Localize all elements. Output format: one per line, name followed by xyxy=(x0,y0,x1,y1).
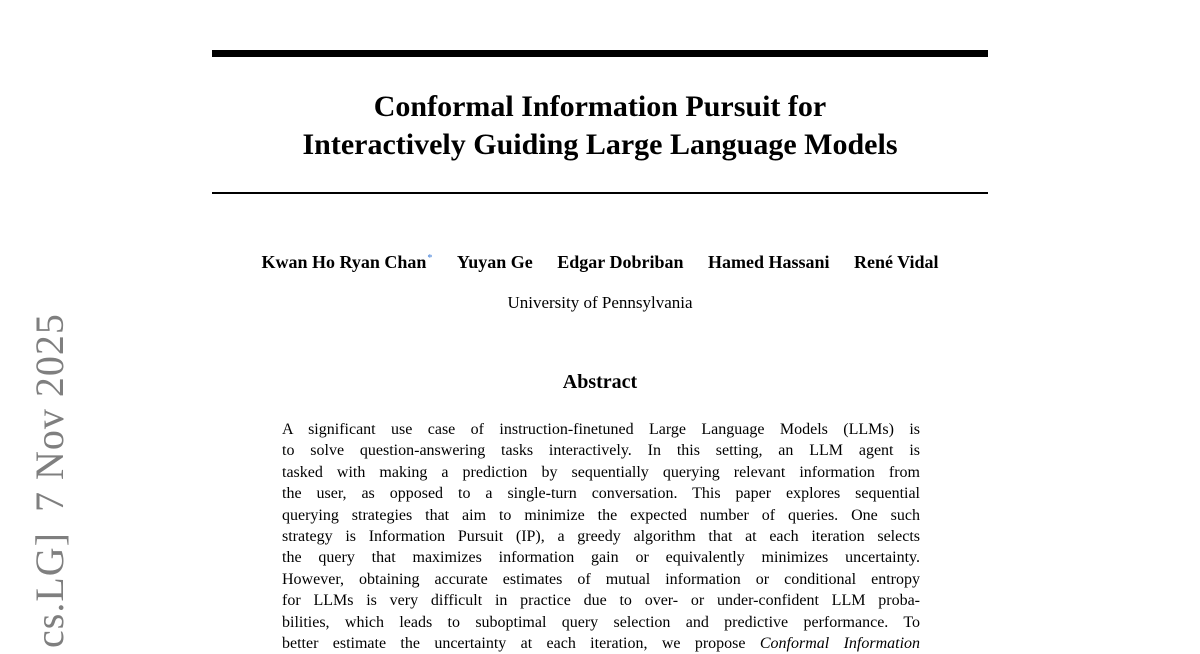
abstract-line: for LLMs is very difficult in practice due to over- or under-confident LLM proba- xyxy=(282,592,920,610)
author xyxy=(557,252,683,272)
author-name: Edgar Dobriban xyxy=(557,252,684,272)
author-name: Yuyan Ge xyxy=(456,252,533,272)
paper-title xyxy=(212,88,988,164)
abstract-heading: Abstract xyxy=(562,371,638,393)
arxiv-category: cs.LG] xyxy=(27,532,72,648)
title-top-rule xyxy=(212,50,988,57)
abstract-line: strategy is Information Pursuit (IP), a greedy algorithm that at each iteration selects xyxy=(282,528,920,546)
abstract-line: bilities, which leads to suboptimal query selection and predictive performance. To xyxy=(282,613,920,631)
author xyxy=(708,252,830,272)
abstract-line: However, obtaining accurate estimates of mutual information or conditional entropy xyxy=(282,570,920,588)
abstract-body xyxy=(282,419,920,654)
arxiv-date: 7 Nov 2025 xyxy=(27,313,72,513)
abstract-line-text: better estimate the uncertainty at each iteration, we propose xyxy=(282,635,746,653)
title-line-1: Conformal Information Pursuit for xyxy=(373,90,827,123)
author-name: Hamed Hassani xyxy=(707,252,830,272)
title-line-2: Interactively Guiding Large Language Models xyxy=(302,128,898,161)
abstract-line: querying strategies that aim to minimize the expected number of queries. One such xyxy=(282,506,920,524)
arxiv-side-stamp xyxy=(28,313,72,648)
title-bottom-rule xyxy=(212,192,988,194)
abstract-line: tasked with making a prediction by sequentially querying relevant information from xyxy=(282,463,920,481)
abstract-line-emphasis: Conformal Information xyxy=(759,635,920,653)
author xyxy=(261,252,432,272)
author-footnote-mark[interactable]: * xyxy=(427,253,433,264)
author-name: Kwan Ho Ryan Chan xyxy=(261,252,427,272)
author-list xyxy=(212,248,988,273)
abstract-line: A significant use case of instruction-finetuned Large Language Models (LLMs) is xyxy=(282,421,920,438)
abstract-line: to solve question-answering tasks interactively. In this setting, an LLM agent is xyxy=(282,442,920,460)
author xyxy=(854,252,939,272)
abstract-line-last xyxy=(282,633,920,654)
author xyxy=(457,252,533,272)
abstract-line: the query that maximizes information gain or equivalently minimizes uncertainty. xyxy=(282,549,920,567)
author-name: René Vidal xyxy=(854,252,939,272)
affiliation: University of Pennsylvania xyxy=(507,293,693,312)
abstract-line: the user, as opposed to a single-turn conversation. This paper explores sequential xyxy=(282,485,920,503)
